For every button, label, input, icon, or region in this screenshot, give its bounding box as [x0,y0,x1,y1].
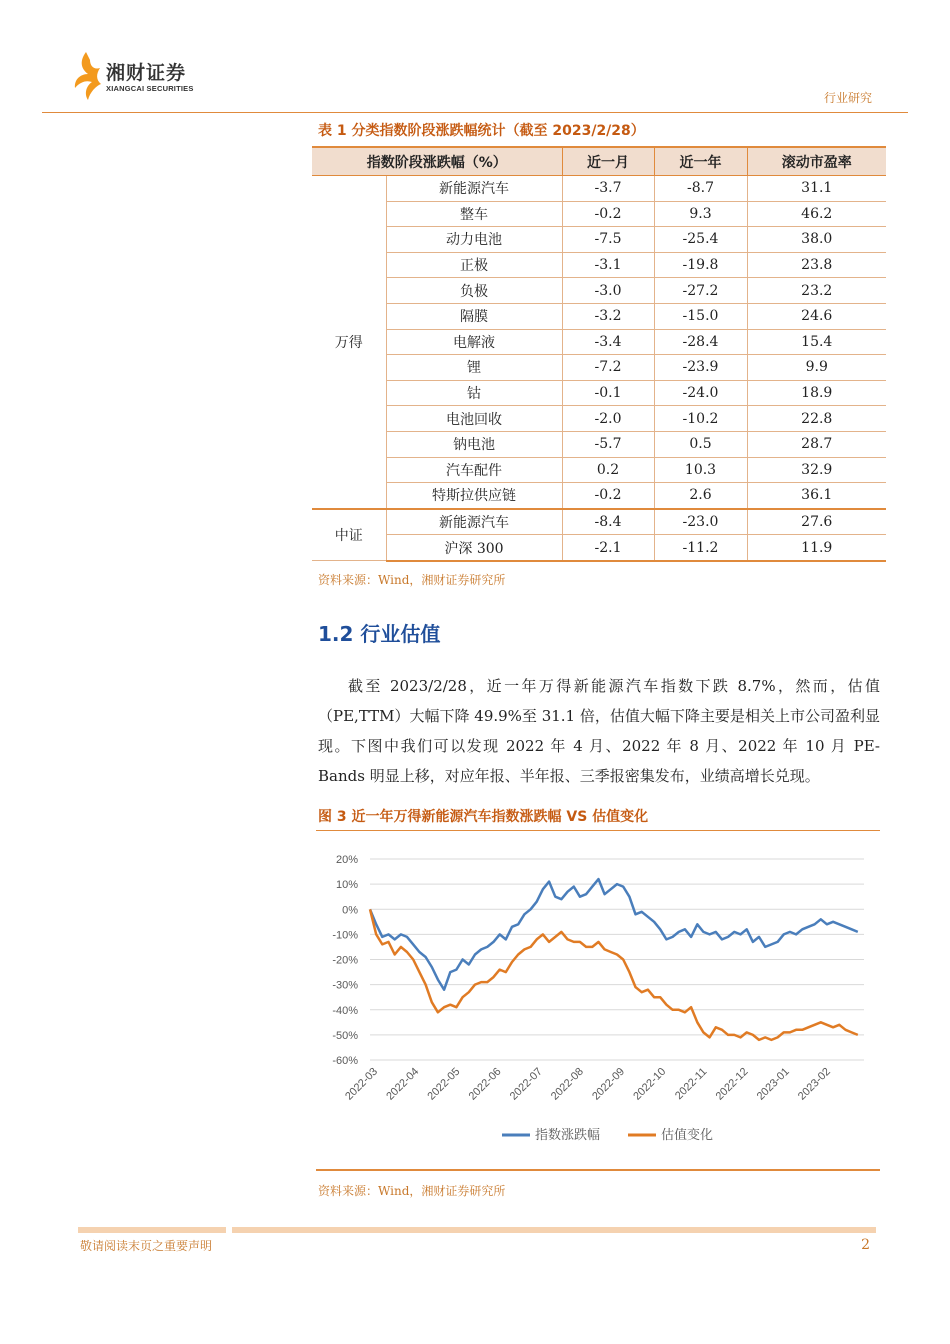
series-line-2 [370,909,858,1040]
one-year-cell: 9.3 [654,201,747,227]
one-month-cell: -7.2 [562,355,654,381]
brand-name-cn: 湘财证券 [106,62,187,84]
index-name-cell: 新能源汽车 [386,176,562,202]
footer-disclaimer: 敬请阅读末页之重要声明 [80,1239,213,1253]
one-year-cell: -23.9 [654,355,747,381]
section-label: 行业研究 [823,91,872,105]
one-month-cell: -3.7 [562,176,654,202]
one-year-cell: -25.4 [654,227,747,253]
table-row [312,176,886,202]
group-label: 中证 [312,509,386,561]
pe-ttm-cell: 23.8 [747,252,886,278]
one-year-cell: -8.7 [654,176,747,202]
x-tick-label: 2023-02 [795,1065,833,1103]
one-month-cell: -2.0 [562,406,654,432]
pe-ttm-cell: 38.0 [747,227,886,253]
one-month-cell: -3.1 [562,252,654,278]
header-divider [42,112,908,113]
table-header-row [312,147,886,176]
x-tick-label: 2022-06 [466,1065,504,1103]
index-name-cell: 隔膜 [386,303,562,329]
y-tick-label: -30% [332,979,358,992]
one-year-cell: 2.6 [654,483,747,509]
pe-ttm-cell: 15.4 [747,329,886,355]
one-month-cell: -3.4 [562,329,654,355]
table-row [312,483,886,509]
brand-name-en: XIANGCAI SECURITIES [106,84,194,93]
index-name-cell: 汽车配件 [386,457,562,483]
y-tick-label: -10% [332,929,358,942]
table-row [312,535,886,561]
one-month-cell: -7.5 [562,227,654,253]
one-month-cell: -3.2 [562,303,654,329]
chart-frame [316,830,880,1171]
table-row [312,329,886,355]
one-year-cell: 0.5 [654,431,747,457]
line-chart [316,831,880,1166]
col-header-1m: 近一月 [562,147,654,176]
one-year-cell: -19.8 [654,252,747,278]
table-row [312,406,886,432]
index-name-cell: 钴 [386,380,562,406]
table-source: 资料来源：Wind，湘财证券研究所 [318,573,506,587]
index-name-cell: 负极 [386,278,562,304]
y-tick-label: -40% [332,1004,358,1017]
legend-label: 指数涨跌幅 [535,1128,601,1143]
pe-ttm-cell: 28.7 [747,431,886,457]
x-tick-label: 2022-04 [384,1065,422,1103]
y-tick-label: 10% [335,879,358,892]
table-row [312,303,886,329]
pe-ttm-cell: 11.9 [747,535,886,561]
index-name-cell: 新能源汽车 [386,509,562,535]
y-tick-label: -60% [332,1055,358,1067]
pe-ttm-cell: 9.9 [747,355,886,381]
x-tick-label: 2023-01 [754,1065,792,1103]
index-name-cell: 电解液 [386,329,562,355]
one-month-cell: -2.1 [562,535,654,561]
index-name-cell: 电池回收 [386,406,562,432]
company-logo [72,50,232,106]
table-row [312,380,886,406]
figure-source: 资料来源：Wind，湘财证券研究所 [318,1184,506,1198]
pe-ttm-cell: 27.6 [747,509,886,535]
col-header-1y: 近一年 [654,147,747,176]
logo-mark-icon [72,50,102,102]
one-year-cell: -24.0 [654,380,747,406]
pe-ttm-cell: 23.2 [747,278,886,304]
pe-ttm-cell: 18.9 [747,380,886,406]
section-paragraph [318,671,880,791]
y-tick-label: 20% [335,854,358,866]
legend-label: 估值变化 [661,1128,714,1143]
one-month-cell: -5.7 [562,431,654,457]
footer-bar [78,1227,876,1233]
pe-ttm-cell: 22.8 [747,406,886,432]
x-tick-label: 2022-09 [590,1065,628,1103]
one-month-cell: 0.2 [562,457,654,483]
index-name-cell: 正极 [386,252,562,278]
col-header-category: 指数阶段涨跌幅（%） [312,147,562,176]
section-title: 1.2 行业估值 [318,622,441,646]
one-year-cell: -27.2 [654,278,747,304]
one-year-cell: -10.2 [654,406,747,432]
x-tick-label: 2022-11 [672,1065,710,1103]
pe-ttm-cell: 32.9 [747,457,886,483]
table-row [312,431,886,457]
index-name-cell: 钠电池 [386,431,562,457]
paragraph-text: 截至 2023/2/28，近一年万得新能源汽车指数下跌 8.7%，然而，估值（PE,TTM）大幅下降 49.9%至 31.1 倍，估值大幅下降主要是相关上市公司盈利显现。下图中我们可以发现 2022 年 4 月、2022 年 8 月、2022 年 10 月 PE-Bands 明显上移，对应年报、半年报、三季报密集发布，业绩高增长兑现。 [318,677,880,785]
index-name-cell: 特斯拉供应链 [386,483,562,509]
x-tick-label: 2022-12 [713,1065,751,1103]
table-row [312,457,886,483]
one-month-cell: -0.2 [562,483,654,509]
y-tick-label: 0% [342,904,358,917]
one-year-cell: -15.0 [654,303,747,329]
x-tick-label: 2022-07 [507,1065,545,1103]
col-header-pe: 滚动市盈率 [747,147,886,176]
one-month-cell: -8.4 [562,509,654,535]
pe-ttm-cell: 36.1 [747,483,886,509]
one-month-cell: -3.0 [562,278,654,304]
table-row [312,252,886,278]
pe-ttm-cell: 24.6 [747,303,886,329]
page-number: 2 [861,1237,870,1253]
pe-ttm-cell: 46.2 [747,201,886,227]
one-year-cell: -23.0 [654,509,747,535]
table-row [312,201,886,227]
table-row [312,278,886,304]
one-year-cell: -11.2 [654,535,747,561]
x-tick-label: 2022-10 [631,1065,669,1103]
table-caption: 表 1 分类指数阶段涨跌幅统计（截至 2023/2/28） [318,123,645,139]
index-name-cell: 锂 [386,355,562,381]
pe-ttm-cell: 31.1 [747,176,886,202]
index-name-cell: 沪深 300 [386,535,562,561]
x-tick-label: 2022-08 [548,1065,586,1103]
x-tick-label: 2022-05 [425,1065,463,1103]
table-row [312,355,886,381]
one-month-cell: -0.1 [562,380,654,406]
figure-caption: 图 3 近一年万得新能源汽车指数涨跌幅 VS 估值变化 [318,809,649,825]
one-year-cell: -28.4 [654,329,747,355]
y-tick-label: -20% [332,954,358,967]
group-label: 万得 [312,176,386,509]
x-tick-label: 2022-03 [343,1065,381,1103]
one-year-cell: 10.3 [654,457,747,483]
index-performance-table [312,146,886,562]
table-row [312,227,886,253]
one-month-cell: -0.2 [562,201,654,227]
y-tick-label: -50% [332,1029,358,1042]
index-name-cell: 整车 [386,201,562,227]
index-name-cell: 动力电池 [386,227,562,253]
table-row [312,509,886,535]
